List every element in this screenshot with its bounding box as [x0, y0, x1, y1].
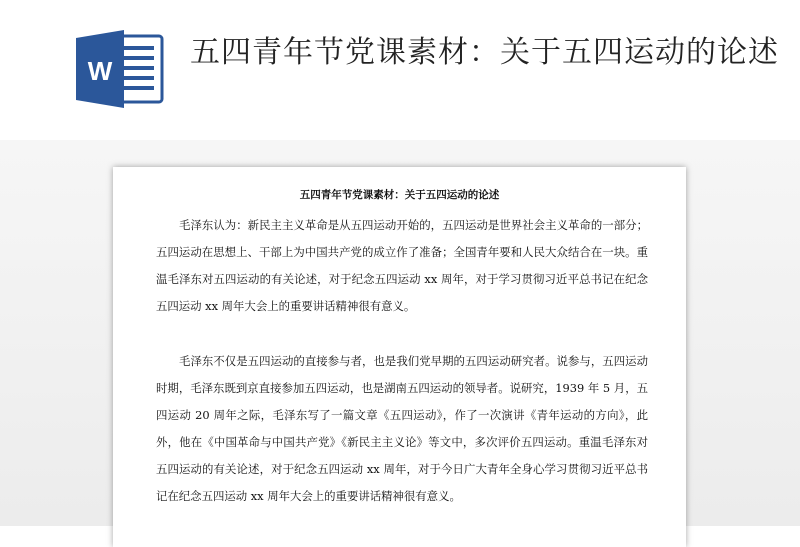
document-page	[113, 167, 686, 547]
paragraph: 毛泽东不仅是五四运动的直接参与者，也是我们党早期的五四运动研究者。说参与，五四运动时期，毛泽东既到京直接参加五四运动，也是湖南五四运动的领导者。说研究，1939 年 5 月，五四运动 20 周年之际，毛泽东写了一篇文章《五四运动》，作了一次演讲《青年运动的方向》，此外，他在《中国革命与中国共产党》《新民主主义论》等文中，多次评价五四运动。重温毛泽东对五四运动的有关论述，对于纪念五四运动 xx 周年，对于今日广大青年全身心学习贯彻习近平总书记在纪念五四运动 xx 周年大会上的重要讲话精神很有意义。	[156, 354, 648, 503]
word-icon	[74, 28, 166, 110]
header	[0, 0, 800, 150]
document-title: 五四青年节党课素材：关于五四运动的论述	[299, 189, 500, 201]
svg-text:W: W	[87, 56, 113, 86]
paragraph: 毛泽东认为：新民主主义革命是从五四运动开始的，五四运动是世界社会主义革命的一部分；五四运动在思想上、干部上为中国共产党的成立作了准备；全国青年要和人民大众结合在一块。重温毛泽东对五四运动的有关论述，对于纪念五四运动 xx 周年，对于学习贯彻习近平总书记在纪念五四运动 xx 周年大会上的重要讲话精神很有意义。	[156, 218, 648, 313]
page-title: 五四青年节党课素材：关于五四运动的论述	[190, 35, 779, 70]
